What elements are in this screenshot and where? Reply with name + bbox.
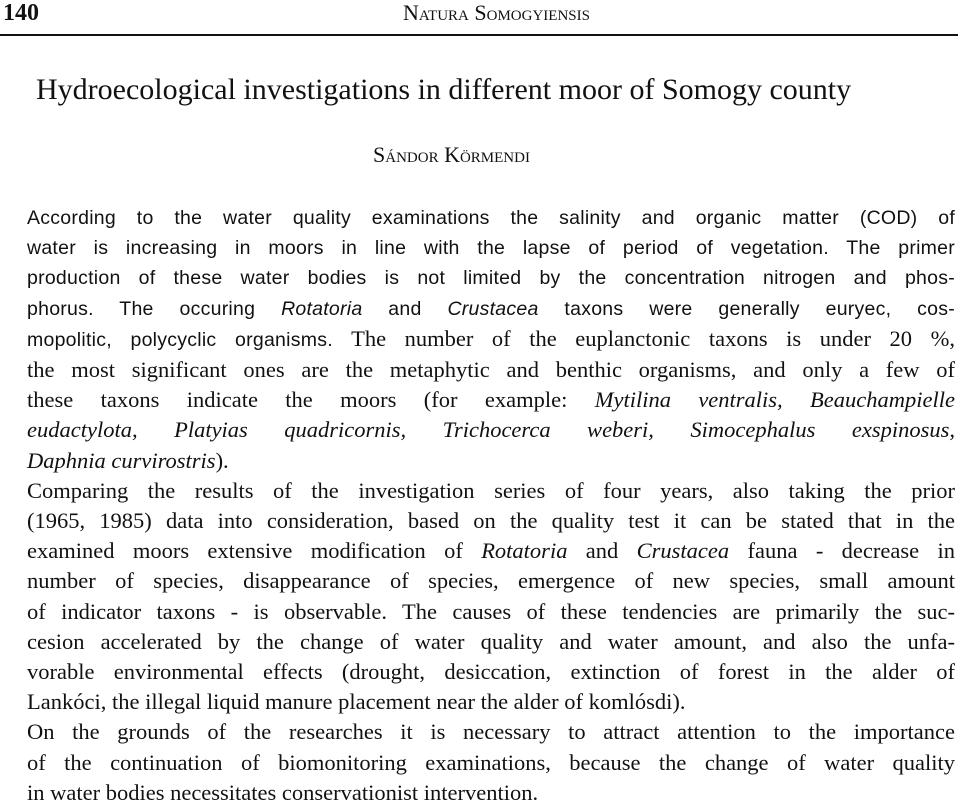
article-title: Hydroecological investigations in different moor of Somogy county bbox=[36, 73, 852, 106]
taxon-name: Daphnia curvirostris bbox=[27, 447, 216, 473]
p2-line-7: vorable environmental effects (drought, desiccation, extinction of forest in the alder of bbox=[27, 659, 955, 685]
p1-line-6: the most significant ones are the metaphytic and benthic organisms, and only a few of bbox=[27, 357, 955, 383]
p1-line-7: these taxons indicate the moors (for example: Mytilina ventralis, Beauchampielle bbox=[27, 387, 955, 413]
running-header bbox=[0, 0, 958, 36]
taxon-name: Rotatoria bbox=[481, 538, 568, 564]
p2-line-1: Comparing the results of the investigation series of four years, also taking the prior bbox=[27, 477, 955, 503]
p1-line-8 bbox=[5, 415, 955, 445]
taxon-name: Rotatoria bbox=[281, 297, 363, 320]
p3-line-1: On the grounds of the researches it is necessary to attract attention to the importance bbox=[27, 719, 955, 745]
p2-line-4: number of species, disappearance of species, emergence of new species, small amount bbox=[27, 568, 955, 594]
page-number: 140 bbox=[3, 0, 39, 26]
p1-line-5: mopolitic, polycyclic organisms. The number of the euplanctonic taxons is under 20 %, bbox=[27, 325, 955, 351]
p1-line-9: Daphnia curvirostris). bbox=[27, 447, 229, 473]
p1-line-1: According to the water quality examinations the salinity and organic matter (COD) of bbox=[27, 207, 955, 229]
p2-line-2: (1965, 1985) data into consideration, based on the quality test it can be stated that in the bbox=[27, 508, 955, 534]
p2-line-6: cesion accelerated by the change of water quality and water amount, and also the unfa- bbox=[27, 628, 955, 654]
paragraph-3 bbox=[5, 717, 955, 808]
taxon-name: Crustacea bbox=[636, 538, 730, 564]
abstract-body bbox=[5, 203, 955, 808]
taxon-name: eudactylota, Platyias quadricornis, Trichocerca weberi, Simocephalus exspinosus, bbox=[27, 417, 955, 443]
p1-line-3: production of these water bodies is not limited by the concentration nitrogen and phos- bbox=[27, 267, 955, 290]
p2-line-5: of indicator taxons - is observable. The causes of these tendencies are primarily the suc- bbox=[27, 598, 955, 624]
journal-name: Natura Somogyiensis bbox=[403, 0, 590, 25]
taxon-name: Mytilina ventralis, Beauchampielle bbox=[594, 387, 955, 413]
p3-line-2: of the continuation of biomonitoring examinations, because the change of water quality bbox=[27, 749, 955, 775]
paragraph-1 bbox=[5, 203, 955, 476]
article-author: Sándor Körmendi bbox=[373, 142, 530, 167]
p1-line-4: phorus. The occuring Rotatoria and Crustacea taxons were generally euryec, cos- bbox=[27, 297, 955, 320]
p2-line-3: examined moors extensive modification of Rotatoria and Crustacea fauna - decrease in bbox=[27, 538, 955, 564]
p2-line-8: Lankóci, the illegal liquid manure placement near the alder of komlósdi). bbox=[27, 689, 686, 715]
paragraph-2 bbox=[5, 476, 955, 718]
p1-line-2: water is increasing in moors in line with the lapse of period of vegetation. The primer bbox=[27, 237, 955, 260]
p3-line-3: in water bodies necessitates conservationist intervention. bbox=[27, 779, 539, 805]
taxon-name: Crustacea bbox=[447, 297, 539, 320]
